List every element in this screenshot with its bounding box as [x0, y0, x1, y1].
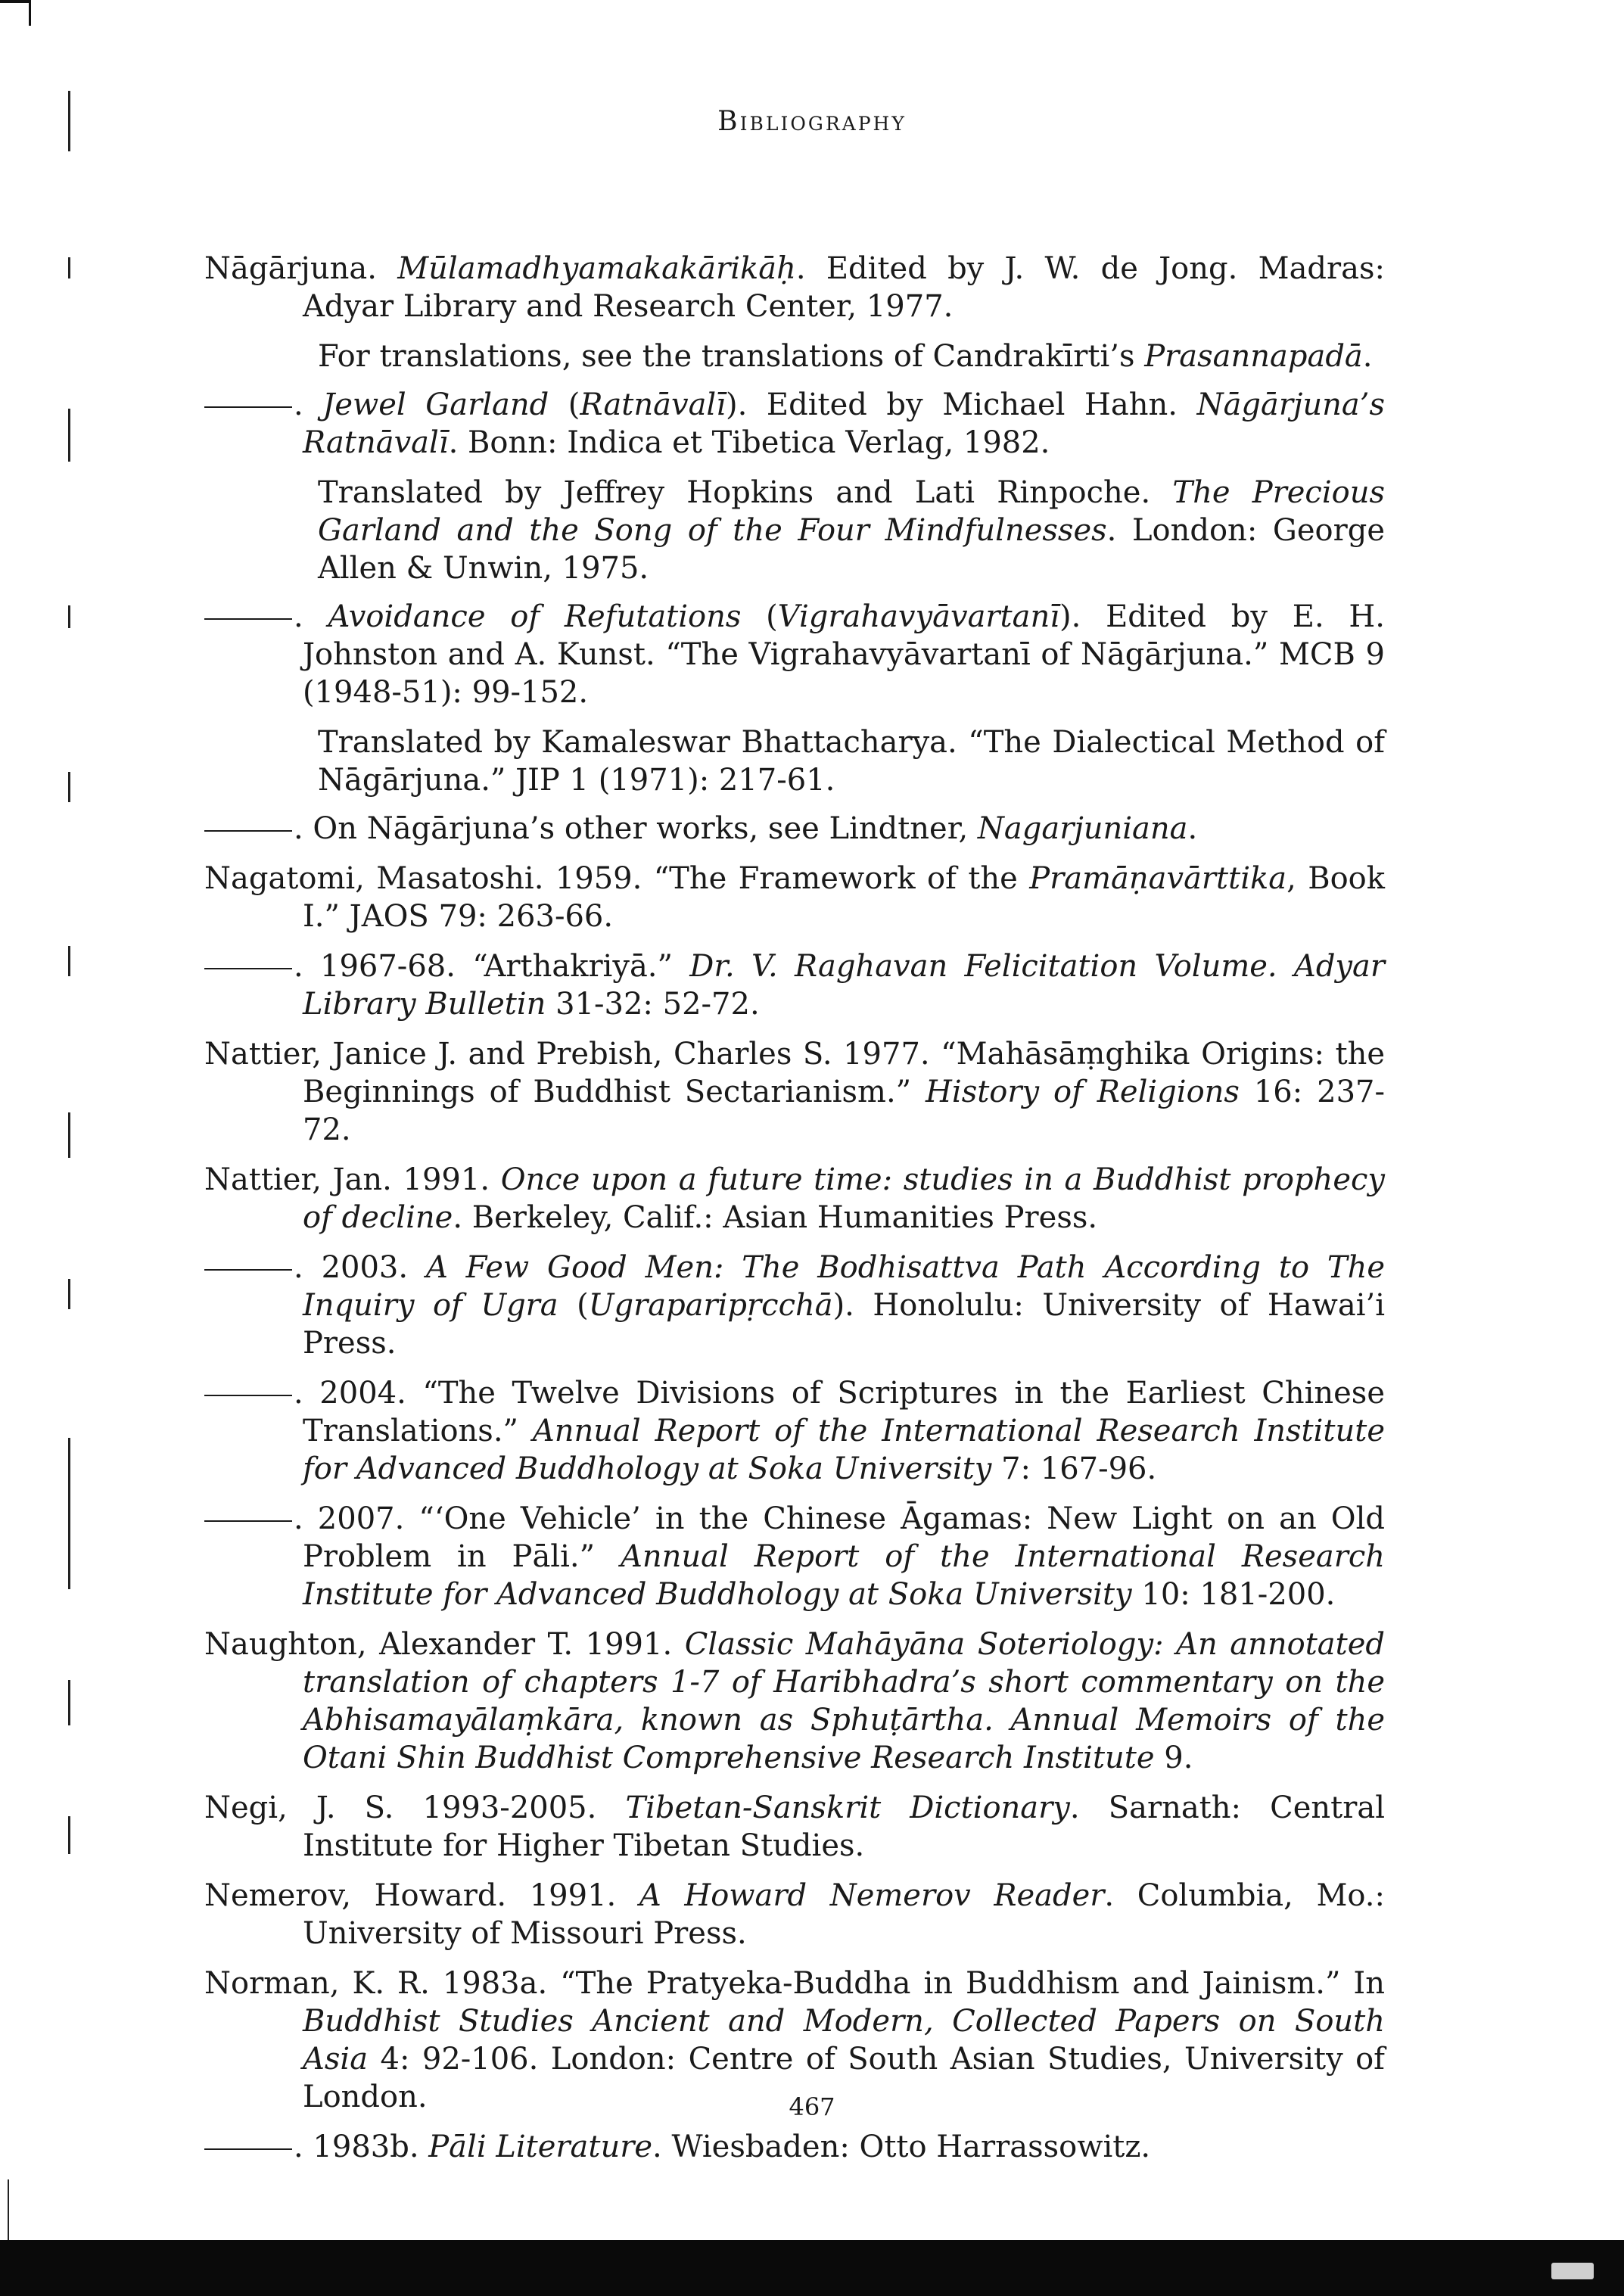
scan-edge-mark — [68, 257, 70, 278]
bibliography-list — [204, 250, 1385, 2178]
bibliography-entry: Nagatomi, Masatoshi. 1959. “The Framework of the Pramāṇavārttika, Book I.” JAOS 79: 263-66. — [204, 861, 1385, 934]
bibliography-note: Translated by Jeffrey Hopkins and Lati Rinpoche. The Precious Garland and the Song of the Four Mindfulnesses. London: George Allen & Unwin, 1975. — [318, 475, 1385, 586]
page-number: 467 — [789, 2092, 835, 2121]
bibliography-entry: . Jewel Garland (Ratnāvalī). Edited by Michael Hahn. Nāgārjuna’s Ratnāvalī. Bonn: Indica et Tibetica Verlag, 1982. — [204, 386, 1385, 462]
bibliography-entry: Norman, K. R. 1983a. “The Pratyeka-Buddha in Buddhism and Jainism.” In Buddhist Studies Ancient and Modern, Collected Papers on South Asia 4: 92-106. London: Centre of South Asian Studies, University of London. — [204, 1966, 1385, 2114]
ditto-dash — [204, 968, 292, 969]
ditto-dash — [204, 1269, 292, 1271]
bibliography-entry: . 1967-68. “Arthakriyā.” Dr. V. Raghavan Felicitation Volume. Adyar Library Bulletin 31-32: 52-72. — [204, 947, 1385, 1023]
bibliography-entry: . 2003. A Few Good Men: The Bodhisattva Path According to The Inquiry of Ugra (Ugraparipṛcchā). Honolulu: University of Hawai’i Press. — [204, 1249, 1385, 1362]
ditto-dash — [204, 2148, 292, 2150]
bibliography-entry: . 1983b. Pāli Literature. Wiesbaden: Otto Harrassowitz. — [204, 2128, 1385, 2166]
bibliography-note: Translated by Kamaleswar Bhattacharya. “The Dialectical Method of Nāgārjuna.” JIP 1 (1971): 217-61. — [318, 725, 1385, 798]
bibliography-entry: . On Nāgārjuna’s other works, see Lindtner, Nagarjuniana. — [204, 810, 1385, 848]
scan-edge-mark — [68, 772, 70, 802]
scan-edge-mark — [68, 409, 70, 462]
bibliography-entry: Negi, J. S. 1993-2005. Tibetan-Sanskrit Dictionary. Sarnath: Central Institute for Higher Tibetan Studies. — [204, 1790, 1385, 1863]
scan-edge-mark — [68, 1279, 70, 1309]
scan-bottom-border — [0, 2240, 1624, 2296]
scan-edge-mark — [68, 1112, 70, 1158]
bibliography-note: For translations, see the translations of Candrakīrti’s Prasannapadā. — [318, 339, 1373, 374]
page-title: Bibliography — [717, 106, 907, 137]
ditto-dash — [204, 406, 292, 408]
bibliography-entry: . 2007. “‘One Vehicle’ in the Chinese Āgamas: New Light on an Old Problem in Pāli.” Annual Report of the International Research Institute for Advanced Buddhology at Soka University 10: 181-200. — [204, 1500, 1385, 1613]
scan-edge-mark — [68, 946, 70, 976]
ditto-dash — [204, 1395, 292, 1396]
bibliography-entry: . 2004. “The Twelve Divisions of Scriptures in the Earliest Chinese Translations.” Annual Report of the International Research Institute for Advanced Buddhology at Soka University 7: 167-96. — [204, 1374, 1385, 1488]
scan-edge-mark — [68, 1680, 70, 1725]
bibliography-entry: Nemerov, Howard. 1991. A Howard Nemerov Reader. Columbia, Mo.: University of Missouri Press. — [204, 1878, 1385, 1951]
ditto-dash — [204, 830, 292, 832]
ditto-dash — [204, 618, 292, 620]
ditto-dash — [204, 1520, 292, 1522]
bibliography-entry: Nattier, Jan. 1991. Once upon a future time: studies in a Buddhist prophecy of decline. Berkeley, Calif.: Asian Humanities Press. — [204, 1162, 1385, 1235]
scan-edge-mark — [68, 605, 70, 628]
bibliography-entry: Nāgārjuna. Mūlamadhyamakakārikāḥ. Edited by J. W. de Jong. Madras: Adyar Library and Research Center, 1977. — [204, 251, 1385, 324]
bibliography-entry: Naughton, Alexander T. 1991. Classic Mahāyāna Soteriology: An annotated translation of chapters 1-7 of Haribhadra’s short commentary on the Abhisamayālaṃkāra, known as Sphuṭārtha. Annual Memoirs of the Otani Shin Buddhist Comprehensive Research Institute 9. — [204, 1627, 1385, 1775]
scan-tab-mark — [1551, 2263, 1594, 2279]
scan-edge-mark — [8, 2179, 9, 2240]
bibliography-entry: Nattier, Janice J. and Prebish, Charles S. 1977. “Mahāsāṃghika Origins: the Beginnings of Buddhist Sectarianism.” History of Religions 16: 237-72. — [204, 1037, 1385, 1147]
scan-corner-mark — [0, 0, 31, 26]
scan-edge-mark — [68, 1438, 70, 1589]
scan-edge-mark — [68, 1816, 70, 1854]
bibliography-entry: . Avoidance of Refutations (Vigrahavyāvartanī). Edited by E. H. Johnston and A. Kunst. “The Vigrahavyāvartanī of Nāgārjuna.” MCB 9 (1948-51): 99-152. — [204, 598, 1385, 711]
